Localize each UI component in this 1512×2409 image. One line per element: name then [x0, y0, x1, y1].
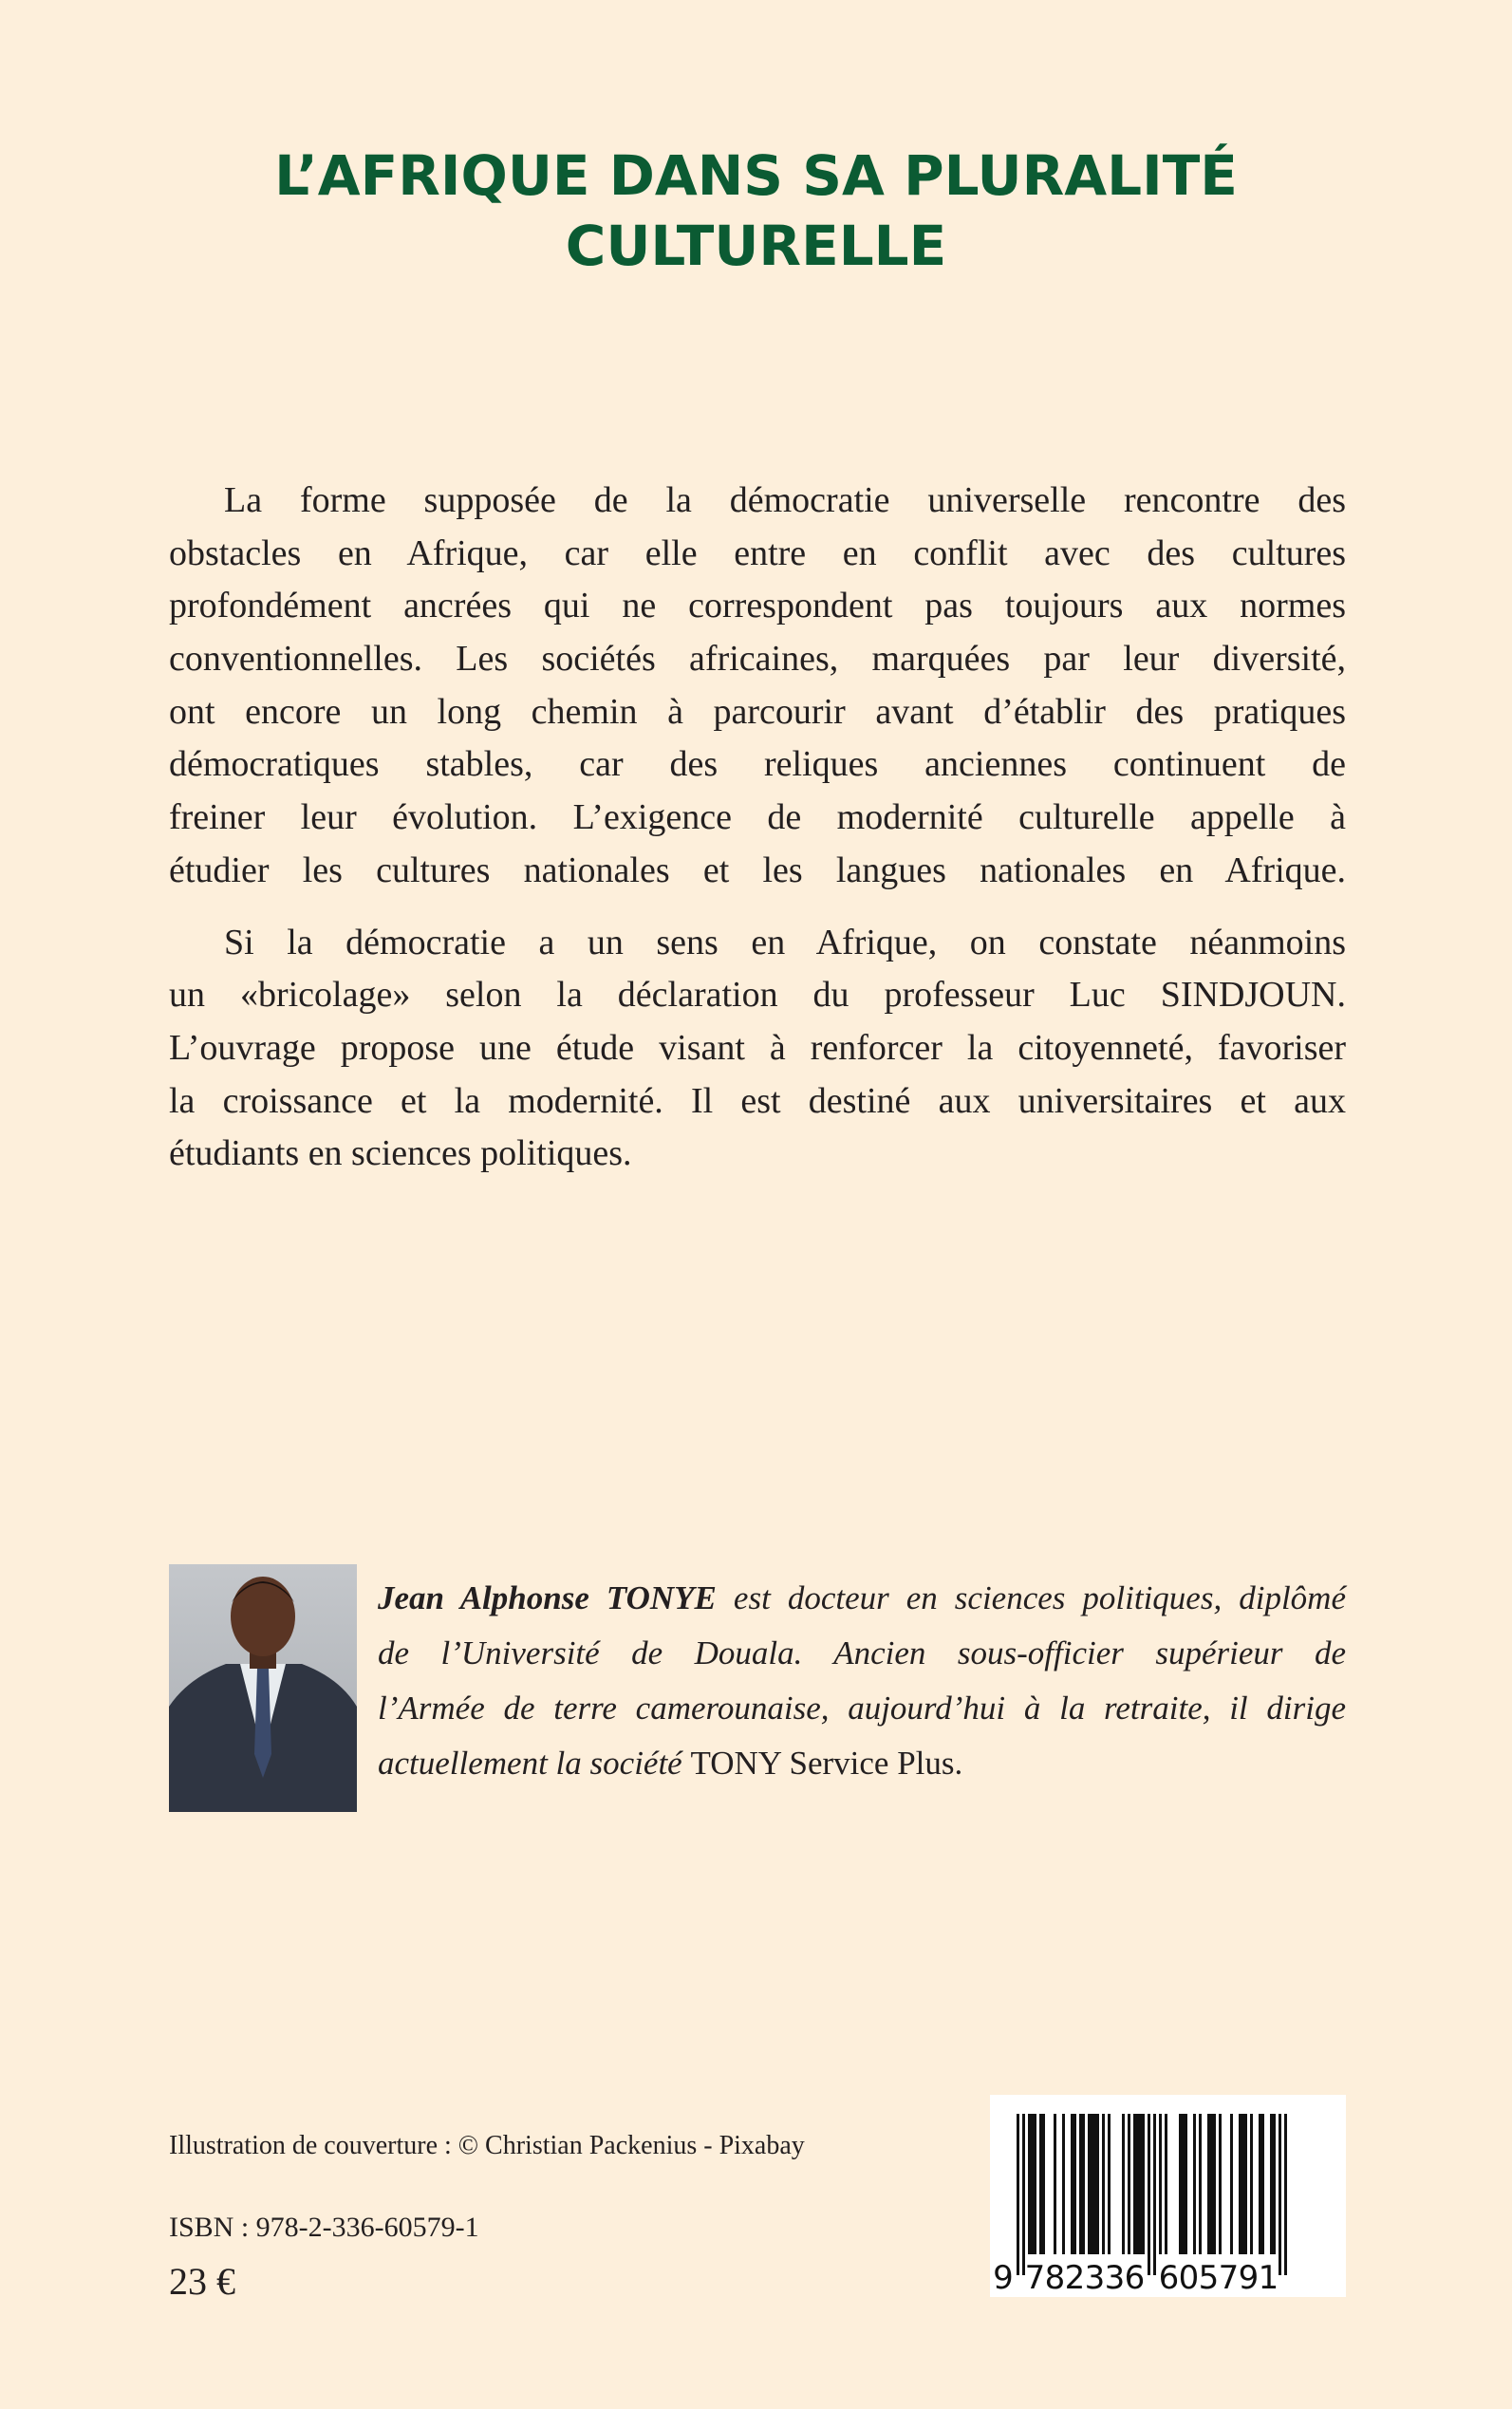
- bio-text: actuellement la société: [378, 1745, 691, 1782]
- barcode-bar: [1082, 2114, 1085, 2254]
- barcode-bar: [1250, 2114, 1253, 2254]
- barcode-bar: [1054, 2114, 1056, 2254]
- barcode-digit: 0: [1178, 2259, 1200, 2297]
- barcode-bar: [1153, 2114, 1156, 2275]
- barcode-bar: [1148, 2114, 1150, 2275]
- barcode-bar: [1179, 2114, 1182, 2254]
- text-line: ont encore un long chemin à parcourir avant d’établir des pratiques: [169, 691, 1346, 732]
- barcode-digit: 6: [1124, 2259, 1146, 2297]
- text-line: un «bricolage» selon la déclaration du professeur Luc SINDJOUN.: [169, 975, 1346, 1016]
- barcode-bar: [1091, 2114, 1093, 2254]
- isbn: ISBN : 978-2-336-60579-1: [169, 2212, 479, 2243]
- barcode-bar: [1213, 2114, 1216, 2254]
- barcode-digit: 2: [1064, 2259, 1086, 2297]
- barcode-bar: [1031, 2114, 1034, 2254]
- barcode-bar: [1017, 2114, 1019, 2275]
- barcode-bar: [1165, 2114, 1167, 2254]
- barcode-bar: [1128, 2114, 1130, 2254]
- barcode-digit: 8: [1044, 2259, 1066, 2297]
- barcode-bar: [1193, 2114, 1196, 2254]
- cover-credit: Illustration de couverture : © Christian Packenius - Pixabay: [169, 2131, 805, 2160]
- title-line-2: CULTURELLE: [565, 214, 947, 278]
- barcode-bar: [1139, 2114, 1142, 2254]
- text-line: étudier les cultures nationales et les langues nationales en Afrique.: [169, 850, 1346, 890]
- barcode-bar: [1073, 2114, 1076, 2254]
- barcode-bar: [1219, 2114, 1222, 2254]
- text-line: étudiants en sciences politiques.: [169, 1133, 632, 1174]
- barcode-bar: [1102, 2114, 1105, 2254]
- barcode-bar: [1039, 2114, 1042, 2254]
- barcode-digit: 7: [1218, 2259, 1240, 2297]
- blurb: [169, 475, 1346, 1181]
- bio-text: est docteur en sciences politiques, diplômé: [716, 1579, 1346, 1616]
- author-name: Jean Alphonse TONYE: [378, 1579, 717, 1616]
- barcode-digit: 6: [1158, 2259, 1180, 2297]
- barcode-bar: [1210, 2114, 1213, 2254]
- barcode-bar: [1239, 2114, 1241, 2254]
- barcode-bar: [1122, 2114, 1125, 2254]
- text-line: démocratiques stables, car des reliques anciennes continuent de: [169, 744, 1346, 785]
- barcode-digit: 3: [1084, 2259, 1106, 2297]
- barcode-digit: 5: [1198, 2259, 1220, 2297]
- barcode-bar: [1088, 2114, 1091, 2254]
- barcode-bar: [1133, 2114, 1136, 2254]
- title-line-1: L’AFRIQUE DANS SA PLURALITÉ: [274, 143, 1238, 208]
- barcode-bar: [1142, 2114, 1145, 2254]
- bio-line: de l’Université de Douala. Ancien sous-officier supérieur de: [378, 1634, 1346, 1671]
- paragraph-1: [169, 475, 1346, 898]
- text-line: profondément ancrées qui ne correspondent pas toujours aux normes: [169, 586, 1346, 626]
- bio-line: [378, 1571, 1346, 1626]
- barcode-bar: [1062, 2114, 1065, 2254]
- barcode-digit: 3: [1104, 2259, 1126, 2297]
- bio-line: [378, 1736, 1346, 1791]
- barcode-bar: [1270, 2114, 1273, 2254]
- barcode-bar: [1230, 2114, 1233, 2254]
- barcode-bar: [1241, 2114, 1244, 2254]
- barcode: [990, 2095, 1346, 2297]
- barcode-digit: 9: [1238, 2259, 1260, 2297]
- text-line: L’ouvrage propose une étude visant à renforcer la citoyenneté, favoriser: [169, 1027, 1346, 1068]
- barcode-bar: [1185, 2114, 1187, 2254]
- barcode-bar: [1159, 2114, 1162, 2254]
- company-name: TONY Service Plus.: [690, 1745, 963, 1782]
- book-title: [0, 140, 1512, 281]
- barcode-bar: [1034, 2114, 1036, 2254]
- text-line: Si la démocratie a un sens en Afrique, on constate néanmoins: [224, 922, 1346, 962]
- barcode-bar: [1042, 2114, 1045, 2254]
- bio-line: l’Armée de terre camerounaise, aujourd’hui à la retraite, il dirige: [378, 1690, 1346, 1727]
- text-line: La forme supposée de la démocratie universelle rencontre des: [224, 480, 1346, 520]
- text-line: la croissance et la modernité. Il est destiné aux universitaires et aux: [169, 1080, 1346, 1121]
- price: 23 €: [169, 2260, 235, 2303]
- barcode-bar: [1261, 2114, 1264, 2254]
- text-line: obstacles en Afrique, car elle entre en conflit avec des cultures: [169, 532, 1346, 573]
- barcode-graphic: [990, 2095, 1346, 2297]
- barcode-bar: [1273, 2114, 1276, 2254]
- barcode-bar: [1079, 2114, 1082, 2254]
- barcode-bar: [1207, 2114, 1210, 2254]
- author-bio: [378, 1571, 1346, 1791]
- barcode-bar: [1071, 2114, 1073, 2254]
- barcode-bar: [1199, 2114, 1202, 2254]
- barcode-bar: [1279, 2114, 1281, 2275]
- barcode-digit: 7: [1024, 2259, 1046, 2297]
- barcode-bar: [1136, 2114, 1139, 2254]
- barcode-digit: 1: [1258, 2259, 1279, 2297]
- barcode-bar: [1093, 2114, 1096, 2254]
- barcode-bar: [1096, 2114, 1099, 2254]
- barcode-bar: [1028, 2114, 1031, 2254]
- barcode-bar: [1022, 2114, 1025, 2275]
- barcode-digit: 9: [993, 2259, 1014, 2297]
- barcode-bar: [1108, 2114, 1111, 2254]
- barcode-bar: [1284, 2114, 1287, 2275]
- author-photo: [169, 1564, 357, 1812]
- text-line: conventionnelles. Les sociétés africaines, marquées par leur diversité,: [169, 639, 1346, 680]
- barcode-bar: [1259, 2114, 1261, 2254]
- paragraph-2: [169, 917, 1346, 1181]
- barcode-bar: [1244, 2114, 1247, 2254]
- barcode-bar: [1182, 2114, 1185, 2254]
- text-line: freiner leur évolution. L’exigence de modernité culturelle appelle à: [169, 797, 1346, 838]
